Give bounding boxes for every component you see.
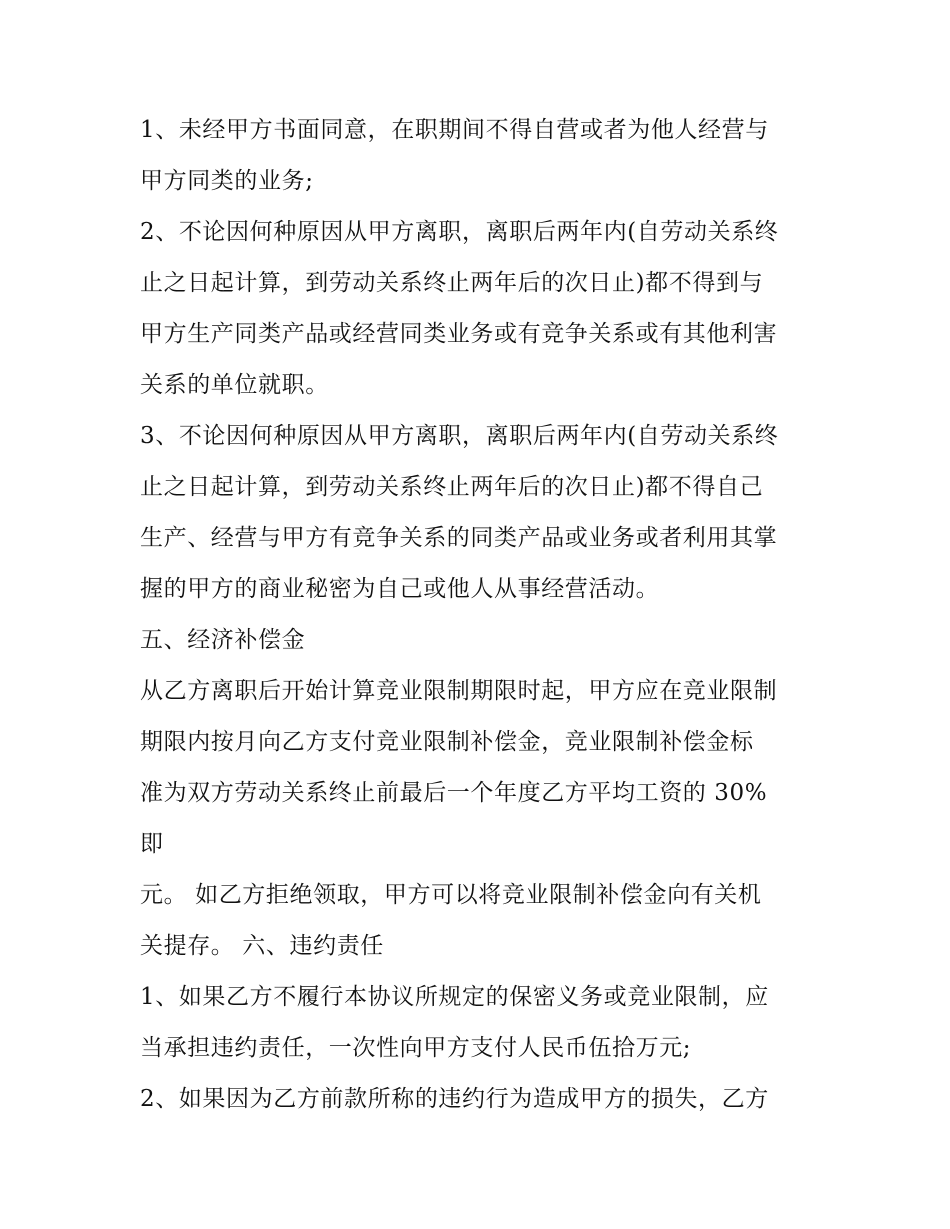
section-5-line-5: 元。 如乙方拒绝领取，甲方可以将竞业限制补偿金向有关机 <box>140 882 762 908</box>
section-5-line-3: 准为双方劳动关系终止前最后一个年度乙方平均工资的 30% <box>140 780 768 806</box>
section-6-clause-1-line-2: 当承担违约责任，一次性向甲方支付人民币伍拾万元; <box>140 1035 692 1061</box>
section-5-line-2: 期限内按月向乙方支付竞业限制补偿金，竞业限制补偿金标 <box>140 729 754 755</box>
clause-1-line-1: 1、未经甲方书面同意，在职期间不得自营或者为他人经营与 <box>140 117 769 143</box>
clause-2-line-4: 关系的单位就职。 <box>140 372 329 398</box>
section-6-clause-1-line-1: 1、如果乙方不履行本协议所规定的保密义务或竞业限制，应 <box>140 984 769 1010</box>
clause-3-line-4: 握的甲方的商业秘密为自己或他人从事经营活动。 <box>140 576 660 602</box>
clause-3-line-1: 3、不论因何种原因从甲方离职，离职后两年内(自劳动关系终 <box>140 423 779 449</box>
clause-3-line-3: 生产、经营与甲方有竞争关系的同类产品或业务或者利用其掌 <box>140 525 778 551</box>
clause-1-line-2: 甲方同类的业务; <box>140 168 314 194</box>
section-6-heading-line: 关提存。 六、违约责任 <box>140 933 384 959</box>
section-5-line-4: 即 <box>140 831 164 857</box>
section-5-line-1: 从乙方离职后开始计算竞业限制期限时起，甲方应在竞业限制 <box>140 678 778 704</box>
section-6-clause-2-line-1: 2、如果因为乙方前款所称的违约行为造成甲方的损失，乙方 <box>140 1086 769 1112</box>
section-5-heading: 五、经济补偿金 <box>140 627 306 653</box>
clause-2-line-1: 2、不论因何种原因从甲方离职，离职后两年内(自劳动关系终 <box>140 219 779 245</box>
clause-2-line-2: 止之日起计算，到劳动关系终止两年后的次日止)都不得到与 <box>140 270 764 296</box>
clause-2-line-3: 甲方生产同类产品或经营同类业务或有竞争关系或有其他利害 <box>140 321 778 347</box>
clause-3-line-2: 止之日起计算，到劳动关系终止两年后的次日止)都不得自己 <box>140 474 764 500</box>
